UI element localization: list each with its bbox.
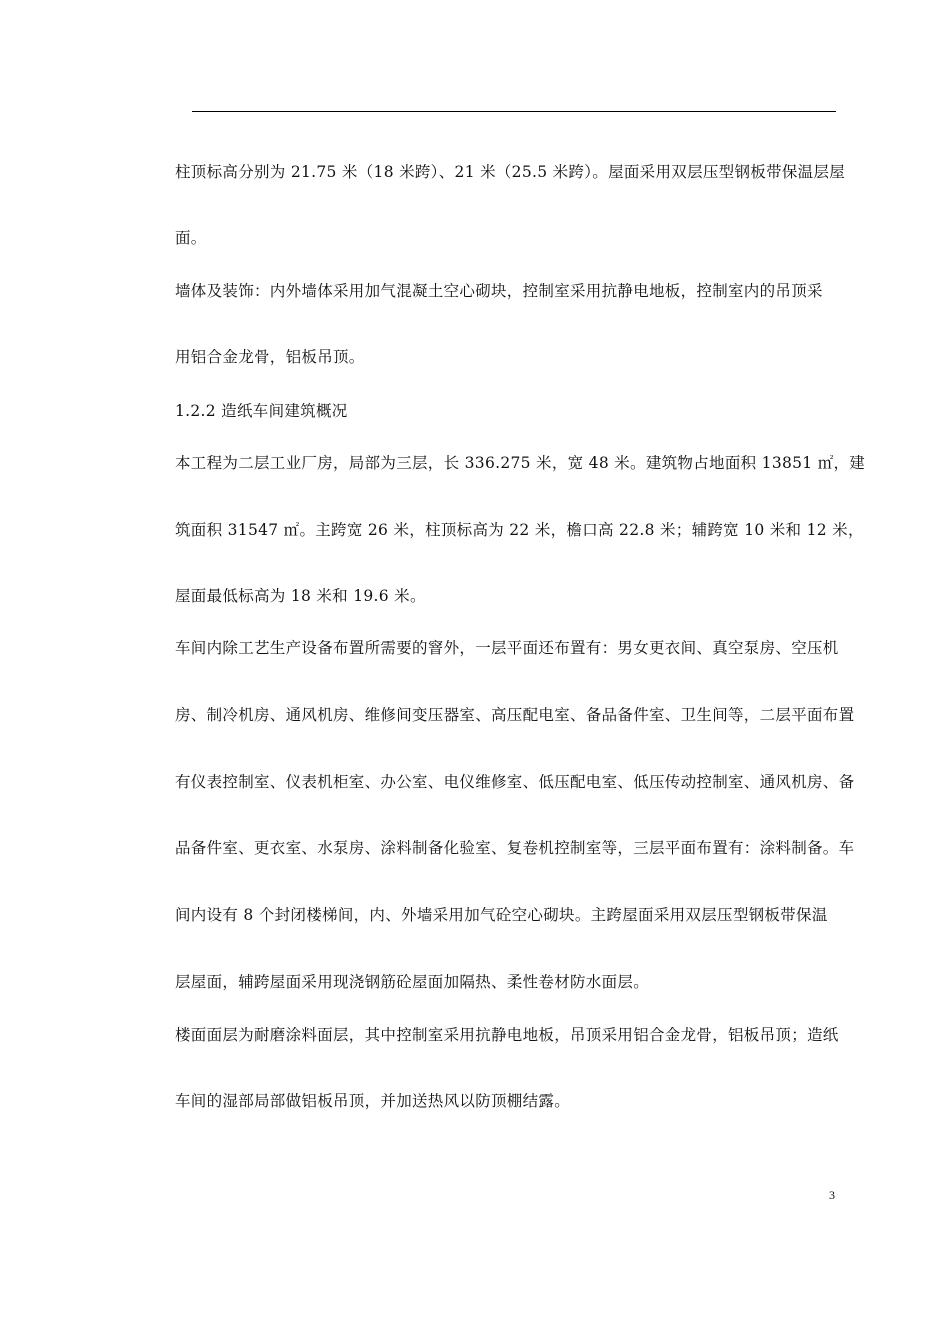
text-line: 层屋面，辅跨屋面采用现浇钢筋砼屋面加隔热、柔性卷材防水面层。 [175,973,650,991]
page-number: 3 [829,1188,835,1202]
text-line: 车间的湿部局部做铝板吊顶，并加送热风以防顶棚结露。 [175,1092,571,1110]
text-line: 筑面积 31547 ㎡。主跨宽 26 米，柱顶标高为 22 米，檐口高 22.8 米；辅跨宽 10 米和 12 米， [175,521,864,539]
text-line: 间内设有 8 个封闭楼梯间，内、外墙采用加气砼空心砌块。主跨屋面采用双层压型钢板带保温 [175,906,828,924]
header-rule [192,111,836,112]
section-heading: 1.2.2 造纸车间建筑概况 [175,402,348,420]
text-line: 墙体及装饰：内外墙体采用加气混凝土空心砌块，控制室采用抗静电地板，控制室内的吊顶采 [175,282,823,300]
text-line: 品备件室、更衣室、水泵房、涂料制备化验室、复卷机控制室等，三层平面布置有：涂料制备。车 [175,839,855,857]
text-line: 房、制冷机房、通风机房、维修间变压器室、高压配电室、备品备件室、卫生间等，二层平面布置 [175,706,855,724]
text-line: 本工程为二层工业厂房，局部为三层，长 336.275 米，宽 48 米。建筑物占地面积 13851 ㎡，建 [175,454,866,472]
text-line: 车间内除工艺生产设备布置所需要的窨外，一层平面还布置有：男女更衣间、真空泵房、空压机 [175,639,839,657]
text-line: 楼面面层为耐磨涂料面层，其中控制室采用抗静电地板，吊顶采用铝合金龙骨，铝板吊顶；造纸 [175,1026,839,1044]
text-line: 柱顶标高分别为 21.75 米（18 米跨）、21 米（25.5 米跨）。屋面采用双层压型钢板带保温层屋 [175,163,846,181]
text-line: 面。 [175,229,207,247]
text-line: 屋面最低标高为 18 米和 19.6 米。 [175,587,426,605]
text-line: 用铝合金龙骨，铝板吊顶。 [175,348,365,366]
text-line: 有仪表控制室、仪表机柜室、办公室、电仪维修室、低压配电室、低压传动控制室、通风机房、备 [175,773,855,791]
